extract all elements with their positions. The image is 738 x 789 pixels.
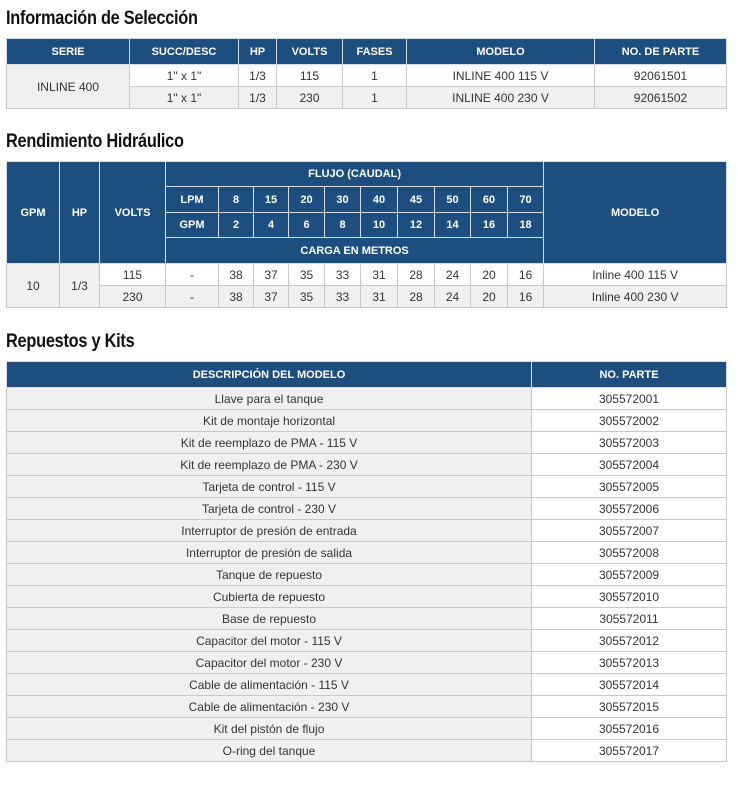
- gpm-value: 2: [219, 213, 254, 238]
- parte-cell: 305572008: [532, 542, 727, 564]
- carga-cell: 33: [325, 286, 361, 308]
- table-row: [7, 520, 727, 542]
- header-hp: HP: [239, 39, 277, 65]
- seleccion-title: Información de Selección: [6, 8, 198, 29]
- parte-cell: 305572005: [532, 476, 727, 498]
- descripcion-cell: Cable de alimentación - 230 V: [7, 696, 532, 718]
- carga-cell: 37: [254, 286, 289, 308]
- repuestos-title: Repuestos y Kits: [6, 331, 135, 352]
- carga-cell: 28: [398, 264, 435, 286]
- parte-cell: 305572016: [532, 718, 727, 740]
- carga-cell: 35: [289, 264, 325, 286]
- parte-cell: 305572003: [532, 432, 727, 454]
- table-row: [7, 608, 727, 630]
- succ-cell: 1" x 1": [130, 65, 239, 87]
- carga-cell: 20: [471, 286, 508, 308]
- table-row: [7, 718, 727, 740]
- carga-cell: 28: [398, 286, 435, 308]
- descripcion-cell: Llave para el tanque: [7, 388, 532, 410]
- descripcion-cell: Cable de alimentación - 115 V: [7, 674, 532, 696]
- carga-cell: 38: [219, 264, 254, 286]
- gpm-value: 14: [435, 213, 471, 238]
- dash-cell: -: [166, 286, 219, 308]
- gpm-value: 18: [508, 213, 544, 238]
- carga-cell: 35: [289, 286, 325, 308]
- parte-cell: 305572002: [532, 410, 727, 432]
- table-row: [7, 410, 727, 432]
- modelo-cell: Inline 400 115 V: [544, 264, 727, 286]
- hp-cell: 1/3: [239, 65, 277, 87]
- hp-cell: 1/3: [239, 87, 277, 109]
- header-fases: FASES: [343, 39, 407, 65]
- lpm-value: 45: [398, 187, 435, 213]
- carga-cell: 16: [508, 264, 544, 286]
- descripcion-cell: Interruptor de presión de entrada: [7, 520, 532, 542]
- descripcion-cell: Kit del pistón de flujo: [7, 718, 532, 740]
- parte-cell: 305572012: [532, 630, 727, 652]
- repuestos-table: [6, 361, 727, 762]
- gpm-cell: 10: [7, 264, 60, 308]
- carga-cell: 38: [219, 286, 254, 308]
- gpm-value: 6: [289, 213, 325, 238]
- parte-cell: 305572004: [532, 454, 727, 476]
- header-no-de-parte: NO. DE PARTE: [595, 39, 727, 65]
- gpm-value: 12: [398, 213, 435, 238]
- parte-cell: 305572001: [532, 388, 727, 410]
- lpm-value: 50: [435, 187, 471, 213]
- carga-cell: 24: [435, 286, 471, 308]
- hp-cell: 1/3: [60, 264, 100, 308]
- descripcion-cell: Kit de reemplazo de PMA - 115 V: [7, 432, 532, 454]
- descripcion-cell: Capacitor del motor - 230 V: [7, 652, 532, 674]
- volts-cell: 230: [277, 87, 343, 109]
- header-volts: VOLTS: [277, 39, 343, 65]
- table-row: [7, 264, 727, 286]
- header-carga: CARGA EN METROS: [166, 238, 544, 264]
- gpm-value: 8: [325, 213, 361, 238]
- table-row: [7, 65, 727, 87]
- lpm-value: 30: [325, 187, 361, 213]
- table-row: [7, 630, 727, 652]
- parte-cell: 92061501: [595, 65, 727, 87]
- descripcion-cell: Tanque de repuesto: [7, 564, 532, 586]
- dash-cell: -: [166, 264, 219, 286]
- descripcion-cell: Base de repuesto: [7, 608, 532, 630]
- volts-cell: 115: [277, 65, 343, 87]
- header-modelo: MODELO: [544, 162, 727, 264]
- gpm-value: 4: [254, 213, 289, 238]
- succ-cell: 1" x 1": [130, 87, 239, 109]
- header-flujo: FLUJO (CAUDAL): [166, 162, 544, 187]
- rendimiento-title: Rendimiento Hidráulico: [6, 131, 184, 152]
- table-row: [7, 432, 727, 454]
- header-descripcion: DESCRIPCIÓN DEL MODELO: [7, 362, 532, 388]
- descripcion-cell: Tarjeta de control - 115 V: [7, 476, 532, 498]
- rendimiento-table: [6, 161, 727, 308]
- table-row: [7, 476, 727, 498]
- header-hp: HP: [60, 162, 100, 264]
- parte-cell: 305572015: [532, 696, 727, 718]
- table-row: [7, 388, 727, 410]
- volts-cell: 115: [100, 264, 166, 286]
- seleccion-table: [6, 38, 727, 109]
- parte-cell: 305572017: [532, 740, 727, 762]
- header-lpm: LPM: [166, 187, 219, 213]
- parte-cell: 305572014: [532, 674, 727, 696]
- descripcion-cell: Capacitor del motor - 115 V: [7, 630, 532, 652]
- lpm-value: 60: [471, 187, 508, 213]
- header-volts: VOLTS: [100, 162, 166, 264]
- modelo-cell: Inline 400 230 V: [544, 286, 727, 308]
- lpm-value: 20: [289, 187, 325, 213]
- header-serie: SERIE: [7, 39, 130, 65]
- table-row: [7, 652, 727, 674]
- descripcion-cell: Kit de montaje horizontal: [7, 410, 532, 432]
- table-row: [7, 564, 727, 586]
- table-row: [7, 286, 727, 308]
- carga-cell: 33: [325, 264, 361, 286]
- serie-cell: INLINE 400: [7, 65, 130, 109]
- table-row: [7, 454, 727, 476]
- gpm-value: 16: [471, 213, 508, 238]
- parte-cell: 305572013: [532, 652, 727, 674]
- header-succ-desc: SUCC/DESC: [130, 39, 239, 65]
- carga-cell: 37: [254, 264, 289, 286]
- descripcion-cell: Tarjeta de control - 230 V: [7, 498, 532, 520]
- parte-cell: 305572010: [532, 586, 727, 608]
- header-modelo: MODELO: [407, 39, 595, 65]
- fases-cell: 1: [343, 87, 407, 109]
- table-row: [7, 674, 727, 696]
- table-row: [7, 740, 727, 762]
- table-row: [7, 498, 727, 520]
- parte-cell: 305572006: [532, 498, 727, 520]
- gpm-value: 10: [361, 213, 398, 238]
- header-no-parte: NO. PARTE: [532, 362, 727, 388]
- table-row: [7, 696, 727, 718]
- volts-cell: 230: [100, 286, 166, 308]
- parte-cell: 305572007: [532, 520, 727, 542]
- carga-cell: 31: [361, 286, 398, 308]
- descripcion-cell: Cubierta de repuesto: [7, 586, 532, 608]
- table-row: [7, 542, 727, 564]
- carga-cell: 20: [471, 264, 508, 286]
- header-gpm-row: GPM: [166, 213, 219, 238]
- table-row: [7, 586, 727, 608]
- parte-cell: 92061502: [595, 87, 727, 109]
- lpm-value: 40: [361, 187, 398, 213]
- carga-cell: 16: [508, 286, 544, 308]
- carga-cell: 31: [361, 264, 398, 286]
- parte-cell: 305572011: [532, 608, 727, 630]
- lpm-value: 15: [254, 187, 289, 213]
- modelo-cell: INLINE 400 115 V: [407, 65, 595, 87]
- modelo-cell: INLINE 400 230 V: [407, 87, 595, 109]
- header-gpm: GPM: [7, 162, 60, 264]
- descripcion-cell: Kit de reemplazo de PMA - 230 V: [7, 454, 532, 476]
- descripcion-cell: Interruptor de presión de salida: [7, 542, 532, 564]
- lpm-value: 70: [508, 187, 544, 213]
- parte-cell: 305572009: [532, 564, 727, 586]
- lpm-value: 8: [219, 187, 254, 213]
- fases-cell: 1: [343, 65, 407, 87]
- descripcion-cell: O-ring del tanque: [7, 740, 532, 762]
- carga-cell: 24: [435, 264, 471, 286]
